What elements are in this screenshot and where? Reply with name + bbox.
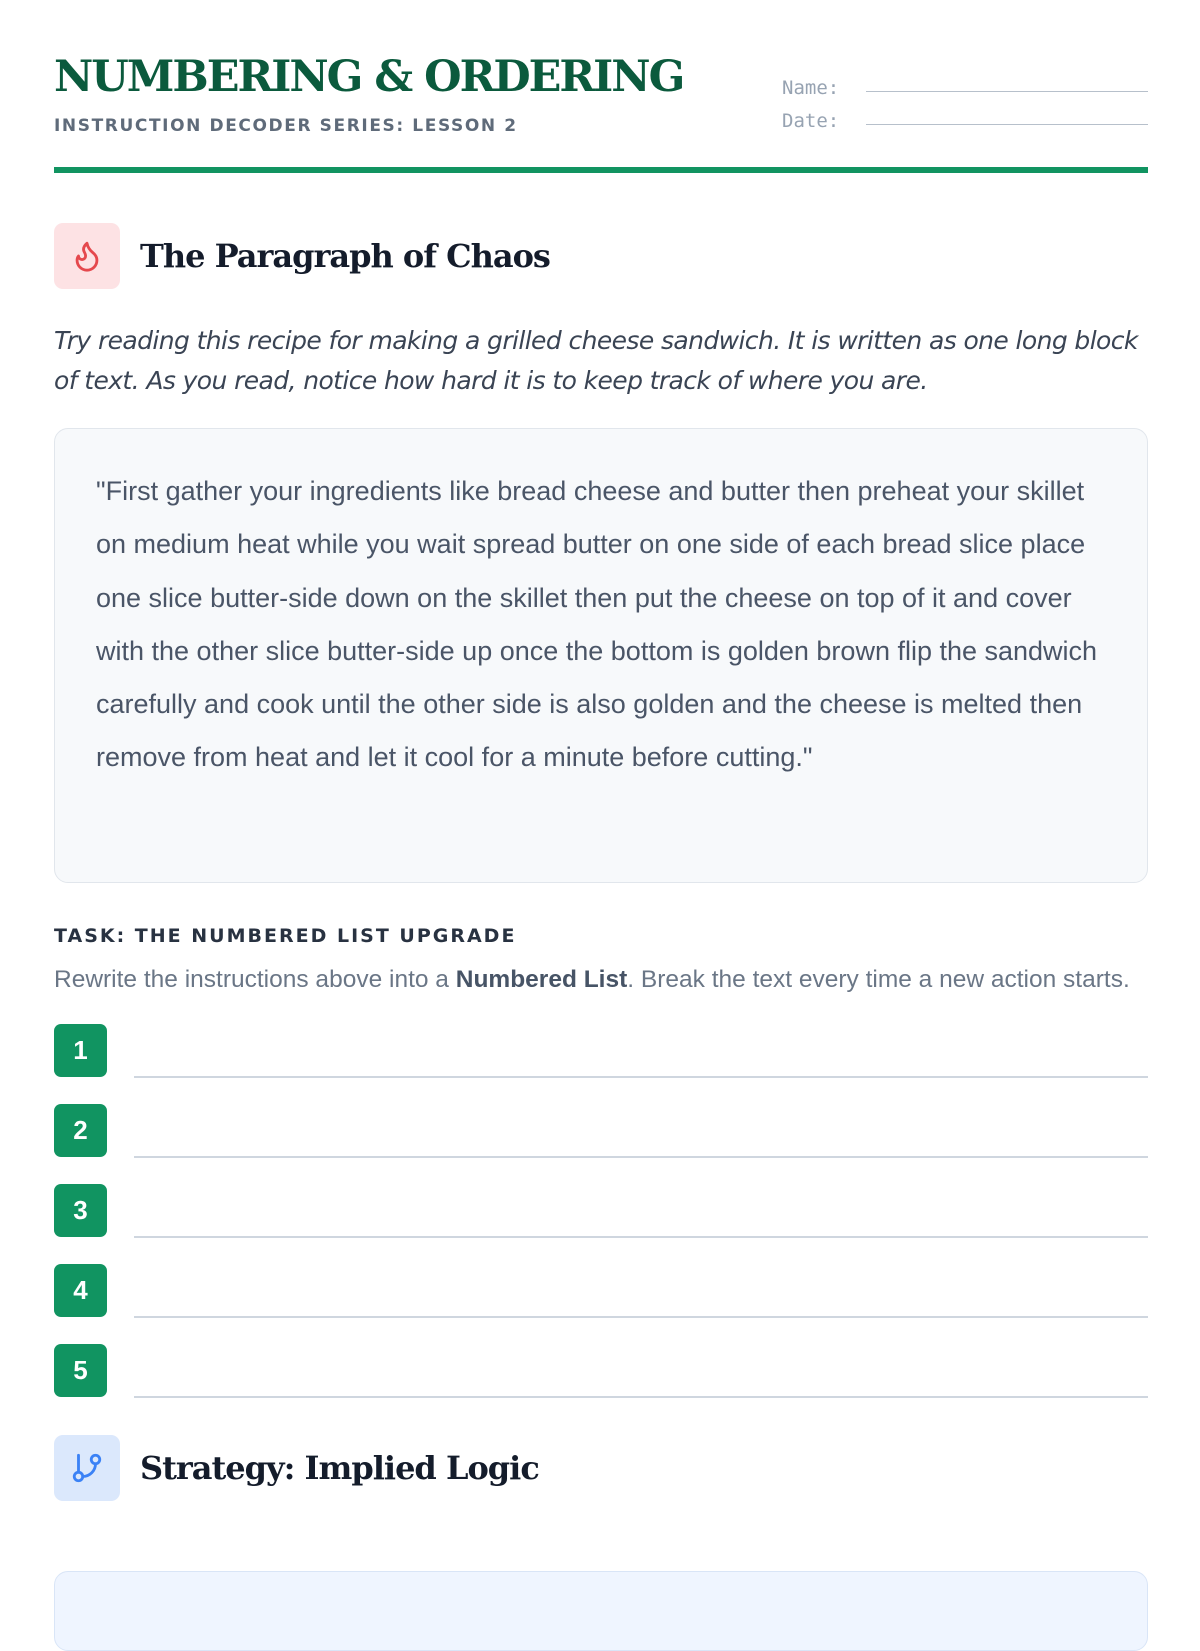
numbered-answer-list bbox=[54, 1024, 1148, 1424]
step-number-badge: 4 bbox=[54, 1264, 107, 1317]
name-row bbox=[782, 66, 1148, 99]
answer-row-5 bbox=[54, 1344, 1148, 1424]
chaos-section-heading bbox=[54, 223, 550, 289]
student-info bbox=[782, 66, 1148, 132]
answer-line-1[interactable] bbox=[134, 1076, 1148, 1078]
chaos-section-title: The Paragraph of Chaos bbox=[140, 237, 550, 275]
chaos-paragraph-box bbox=[54, 428, 1148, 883]
strategy-section-heading bbox=[54, 1435, 539, 1501]
flame-icon bbox=[54, 223, 120, 289]
strategy-section-title: Strategy: Implied Logic bbox=[140, 1449, 539, 1487]
chaos-paragraph: "First gather your ingredients like bread cheese and butter then preheat your skillet on medium heat while you wait spread butter on one side of each bread slice place one slice butter-side down on the skillet then put the cheese on top of it and cover with the other slice butter-side up once the bottom is golden brown flip the sandwich carefully and cook until the other side is also golden and the cheese is melted then remove from heat and let it cool for a minute before cutting." bbox=[96, 476, 1098, 773]
task-description bbox=[54, 966, 1148, 994]
page-subtitle: INSTRUCTION DECODER SERIES: LESSON 2 bbox=[54, 116, 518, 136]
step-number-badge: 1 bbox=[54, 1024, 107, 1077]
name-field[interactable] bbox=[866, 91, 1148, 92]
date-field[interactable] bbox=[866, 124, 1148, 125]
branch-icon bbox=[54, 1435, 120, 1501]
task-desc-after: . Break the text every time a new action starts. bbox=[627, 966, 1130, 993]
name-label: Name: bbox=[782, 77, 840, 99]
task-desc-before: Rewrite the instructions above into a bbox=[54, 966, 456, 993]
answer-row-4 bbox=[54, 1264, 1148, 1344]
date-row bbox=[782, 99, 1148, 132]
step-number-badge: 2 bbox=[54, 1104, 107, 1157]
answer-row-2 bbox=[54, 1104, 1148, 1184]
strategy-content-box bbox=[54, 1571, 1148, 1651]
chaos-intro: Try reading this recipe for making a grilled cheese sandwich. It is written as one long block of text. As you read, notice how hard it is to keep track of where you are. bbox=[54, 326, 1138, 395]
answer-row-1 bbox=[54, 1024, 1148, 1104]
answer-line-3[interactable] bbox=[134, 1236, 1148, 1238]
date-label: Date: bbox=[782, 110, 840, 132]
task-label: TASK: THE NUMBERED LIST UPGRADE bbox=[54, 925, 517, 947]
step-number-badge: 3 bbox=[54, 1184, 107, 1237]
page-title: NUMBERING & ORDERING bbox=[54, 52, 684, 102]
worksheet-header bbox=[54, 0, 1148, 174]
step-number-badge: 5 bbox=[54, 1344, 107, 1397]
header-divider bbox=[54, 167, 1148, 173]
answer-line-5[interactable] bbox=[134, 1396, 1148, 1398]
answer-row-3 bbox=[54, 1184, 1148, 1264]
answer-line-2[interactable] bbox=[134, 1156, 1148, 1158]
task-desc-bold: Numbered List bbox=[455, 966, 628, 993]
worksheet-page bbox=[54, 0, 1148, 1487]
answer-line-4[interactable] bbox=[134, 1316, 1148, 1318]
